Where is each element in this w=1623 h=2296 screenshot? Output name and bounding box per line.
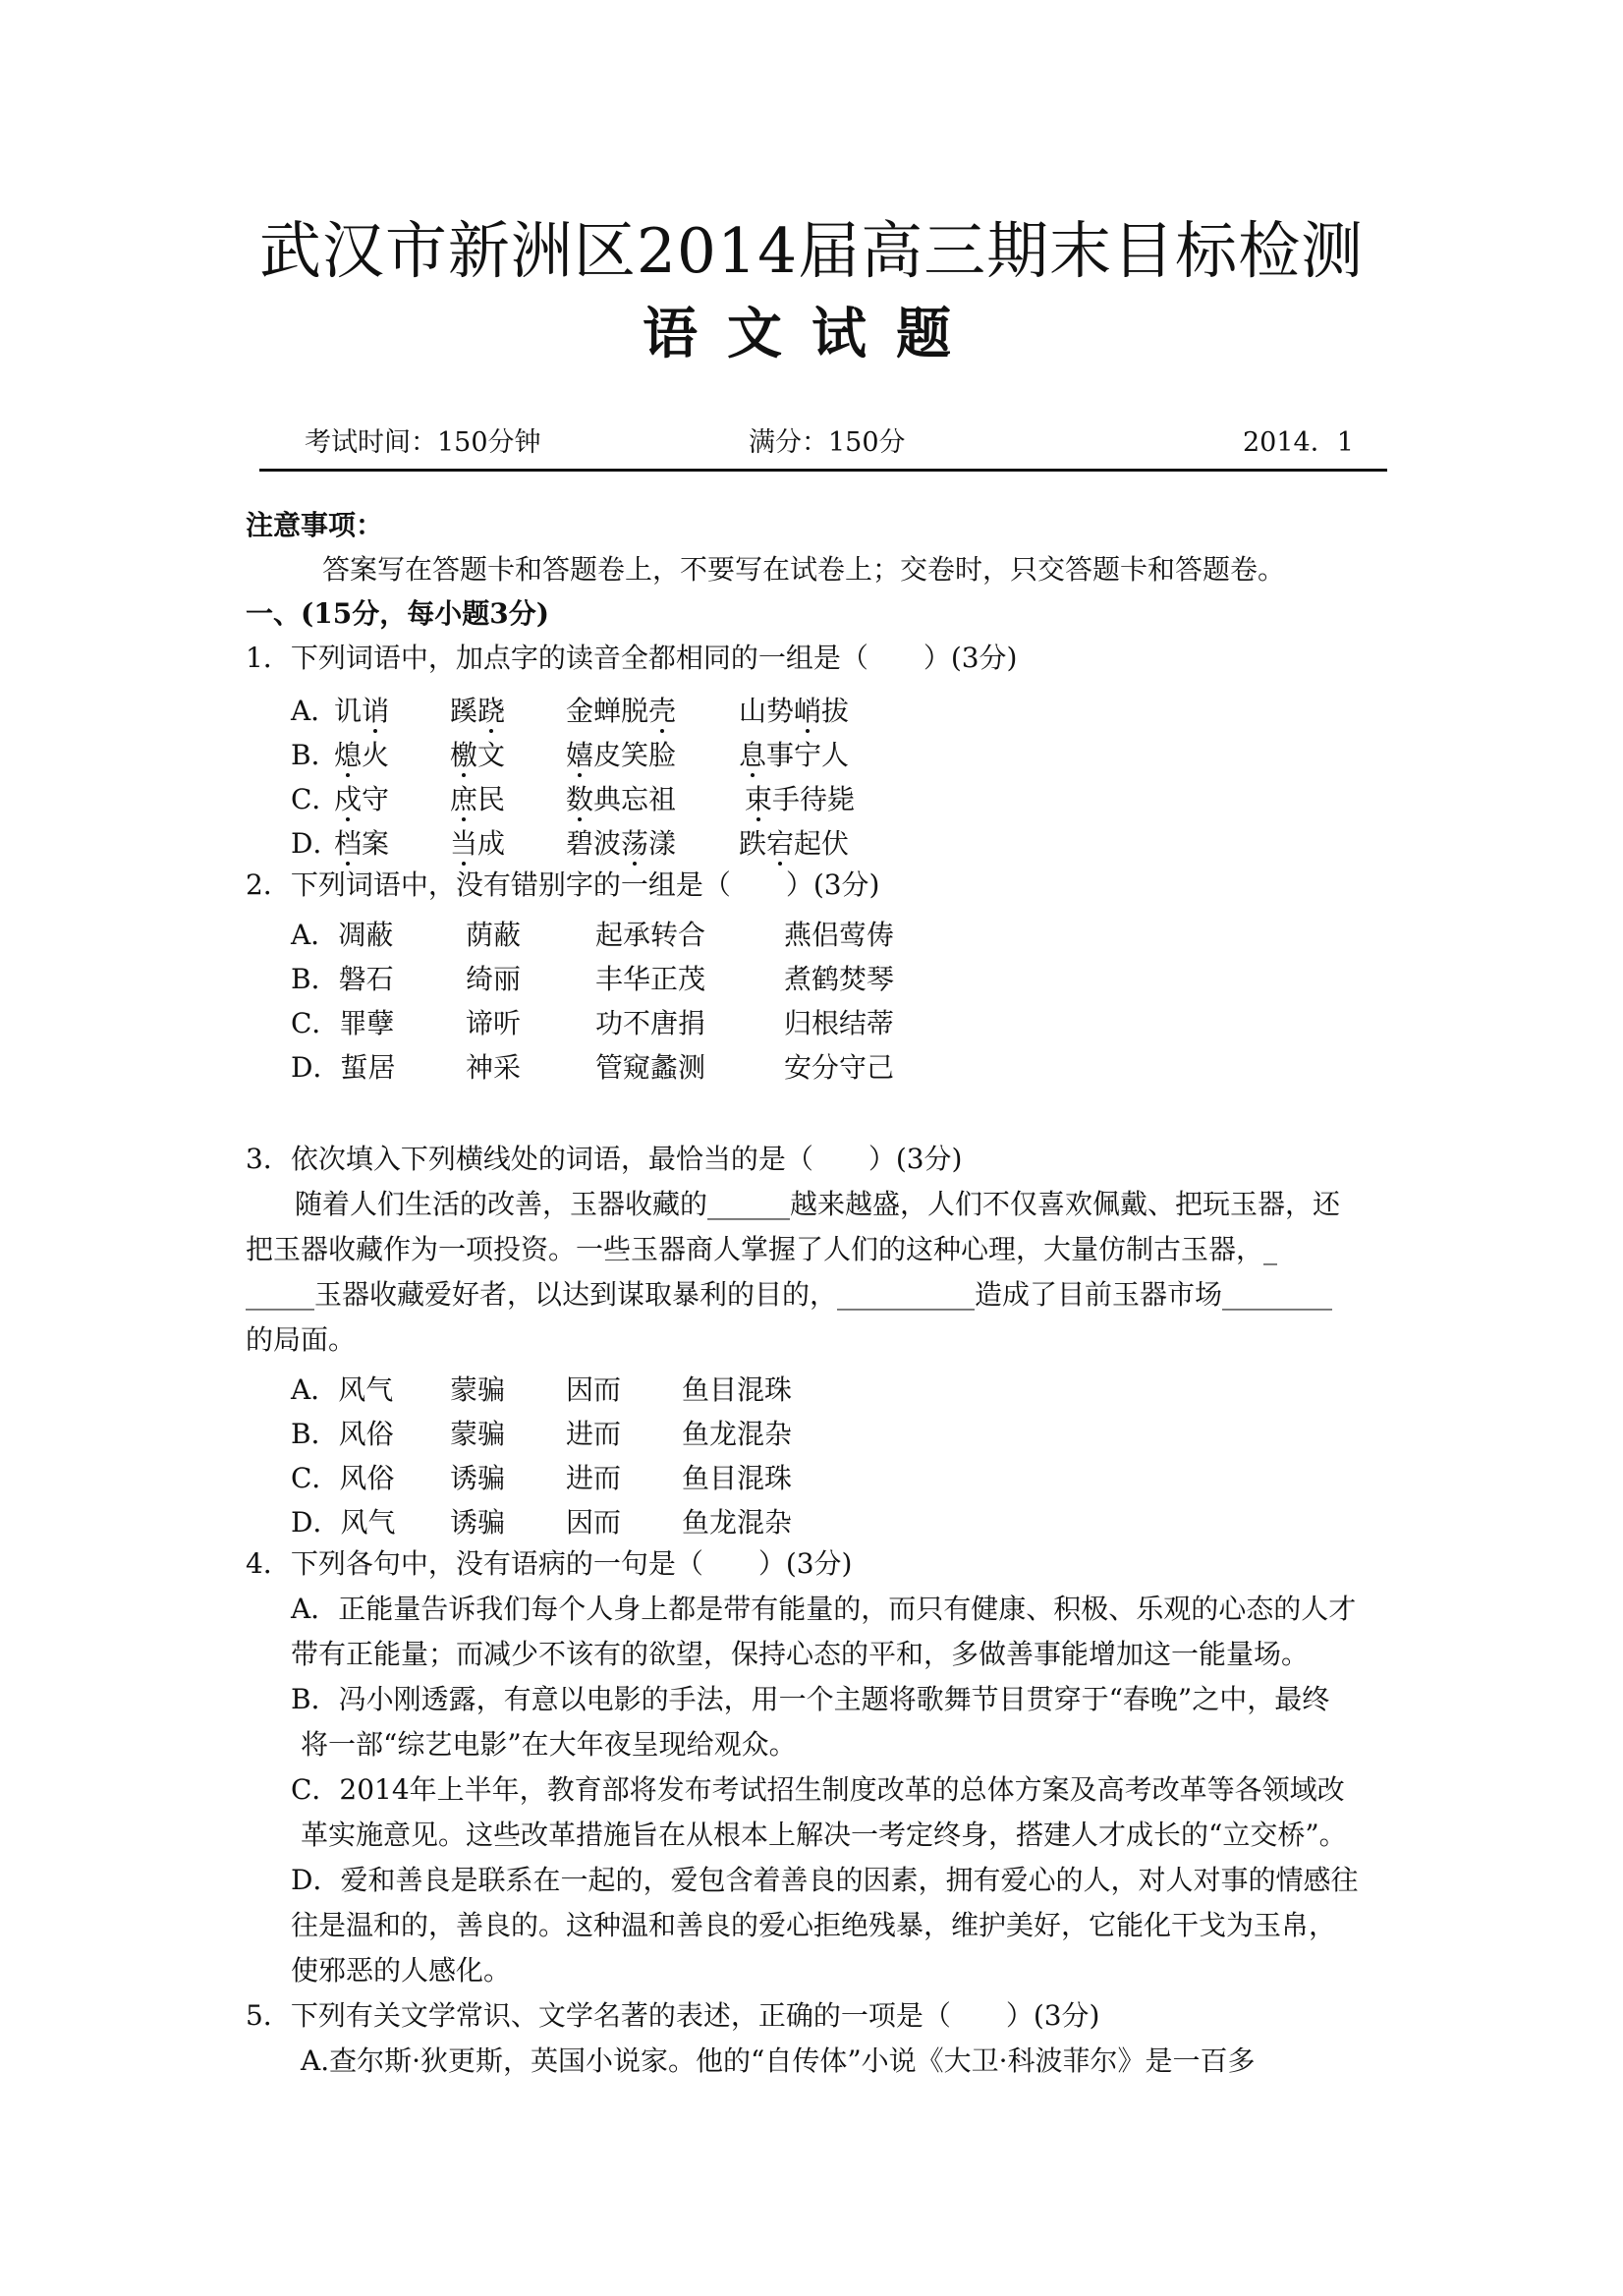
option-word: 安分守己 <box>784 1051 895 1084</box>
question-5-option-a: A.查尔斯·狄更斯，英国小说家。他的“自传体”小说《大卫·科波菲尔》是一百多 <box>301 2044 1256 2077</box>
option-word: 熄火 <box>334 739 390 771</box>
document-subtitle: 语文试题 <box>643 302 980 366</box>
option-word: 鱼目混珠 <box>682 1462 793 1494</box>
option-word: 诱骗 <box>450 1506 506 1539</box>
exam-date: 2014．1 <box>1243 427 1354 458</box>
question-4-option-c: 革实施意见。这些改革措施旨在从根本上解决一考定终身，搭建人才成长的“立交桥”。 <box>301 1819 1347 1851</box>
section-heading: 一、(15分，每小题3分) <box>246 597 549 630</box>
header-divider <box>259 469 1387 472</box>
option-word: 因而 <box>566 1373 622 1406</box>
option-word: 鱼龙混杂 <box>682 1418 793 1450</box>
option-word: 归根结蒂 <box>784 1007 895 1039</box>
option-word: 檄文 <box>450 739 506 771</box>
option-word: 起承转合 <box>595 919 706 951</box>
option-row: A．风气 <box>291 1373 394 1406</box>
question-4-option-a: A．正能量告诉我们每个人身上都是带有能量的，而只有健康、积极、乐观的心态的人才 <box>291 1593 1357 1625</box>
option-word: 息事宁人 <box>739 739 850 771</box>
question-2-stem: 2．下列词语中，没有错别字的一组是（ ）(3分) <box>246 868 880 901</box>
question-5-stem: 5．下列有关文学常识、文学名著的表述，正确的一项是（ ）(3分) <box>246 1999 1100 2032</box>
option-row: A．凋蔽 <box>291 919 394 951</box>
option-word: 丰华正茂 <box>595 963 706 995</box>
option-word: 讥诮 <box>334 695 390 727</box>
option-word: 束手待毙 <box>745 783 856 815</box>
question-4-option-a: 带有正能量；而减少不该有的欲望，保持心态的平和，多做善事能增加这一能量场。 <box>291 1638 1310 1670</box>
option-word: 当成 <box>450 827 506 860</box>
option-row: C．风俗 <box>291 1462 395 1494</box>
question-4-option-b: B．冯小刚透露，有意以电影的手法，用一个主题将歌舞节目贯穿于“春晚”之中，最终 <box>291 1683 1330 1715</box>
notice-text: 答案写在答题卡和答题卷上，不要写在试卷上；交卷时，只交答题卡和答题卷。 <box>322 553 1286 586</box>
option-word: 绮丽 <box>466 963 522 995</box>
option-word: 戍守 <box>334 783 390 815</box>
option-word: 神采 <box>466 1051 522 1084</box>
option-word: 管窥蠡测 <box>595 1051 706 1084</box>
exam-time: 考试时间：150分钟 <box>305 427 541 458</box>
option-word: 荫蔽 <box>466 919 522 951</box>
full-score: 满分：150分 <box>749 427 906 458</box>
option-word: 数典忘祖 <box>566 783 677 815</box>
question-3-passage: 把玉器收藏作为一项投资。一些玉器商人掌握了人们的这种心理，大量仿制古玉器，_ <box>246 1233 1278 1265</box>
question-4-option-d: 使邪恶的人感化。 <box>291 1954 512 1987</box>
option-word: 因而 <box>566 1506 622 1539</box>
option-label: D． <box>291 827 341 860</box>
document-title: 武汉市新洲区2014届高三期末目标检测 <box>258 215 1365 287</box>
option-word: 进而 <box>566 1462 622 1494</box>
option-word: 进而 <box>566 1418 622 1450</box>
option-word: 功不唐捐 <box>595 1007 706 1039</box>
option-word: 嬉皮笑脸 <box>566 739 677 771</box>
question-4-option-d: 往是温和的，善良的。这种温和善良的爱心拒绝残暴，维护美好，它能化干戈为玉帛， <box>291 1909 1337 1941</box>
option-word: 档案 <box>334 827 390 860</box>
option-word: 碧波荡漾 <box>566 827 677 860</box>
option-word: 蒙骗 <box>450 1418 506 1450</box>
option-label: A． <box>291 695 339 727</box>
question-3-passage: _____玉器收藏爱好者，以达到谋取暴利的目的，__________造成了目前玉器市场________ <box>246 1278 1333 1311</box>
option-row: B．风俗 <box>291 1418 394 1450</box>
option-word: 蹊跷 <box>450 695 506 727</box>
option-label: C． <box>291 783 340 815</box>
question-3-passage: 的局面。 <box>246 1323 357 1356</box>
option-row: D．蜇居 <box>291 1051 396 1084</box>
question-4-option-c: C．2014年上半年，教育部将发布考试招生制度改革的总体方案及高考改革等各领域改 <box>291 1773 1345 1806</box>
notice-heading: 注意事项： <box>246 509 384 541</box>
question-3-stem: 3．依次填入下列横线处的词语，最恰当的是（ ）(3分) <box>246 1143 963 1175</box>
option-row: D．风气 <box>291 1506 396 1539</box>
option-word: 燕侣莺俦 <box>784 919 895 951</box>
option-word: 煮鹤焚琴 <box>784 963 895 995</box>
question-4-option-d: D．爱和善良是联系在一起的，爱包含着善良的因素，拥有爱心的人，对人对事的情感往 <box>291 1864 1359 1896</box>
option-word: 谛听 <box>466 1007 522 1039</box>
option-row: C．罪孽 <box>291 1007 395 1039</box>
question-1-stem: 1．下列词语中，加点字的读音全都相同的一组是（ ）(3分) <box>246 642 1018 674</box>
question-4-stem: 4．下列各句中，没有语病的一句是（ ）(3分) <box>246 1547 853 1580</box>
option-word: 鱼龙混杂 <box>682 1506 793 1539</box>
question-3-passage: 随着人们生活的改善，玉器收藏的______越来越盛，人们不仅喜欢佩戴、把玩玉器，还 <box>295 1188 1341 1220</box>
option-word: 蒙骗 <box>450 1373 506 1406</box>
option-word: 金蝉脱壳 <box>566 695 677 727</box>
option-word: 诱骗 <box>450 1462 506 1494</box>
question-4-option-b: 将一部“综艺电影”在大年夜呈现给观众。 <box>301 1728 797 1761</box>
option-label: B． <box>291 739 339 771</box>
option-word: 山势峭拔 <box>739 695 850 727</box>
option-word: 跌宕起伏 <box>739 827 850 860</box>
option-word: 鱼目混珠 <box>682 1373 793 1406</box>
option-word: 庶民 <box>450 783 506 815</box>
option-row: B．磐石 <box>291 963 394 995</box>
